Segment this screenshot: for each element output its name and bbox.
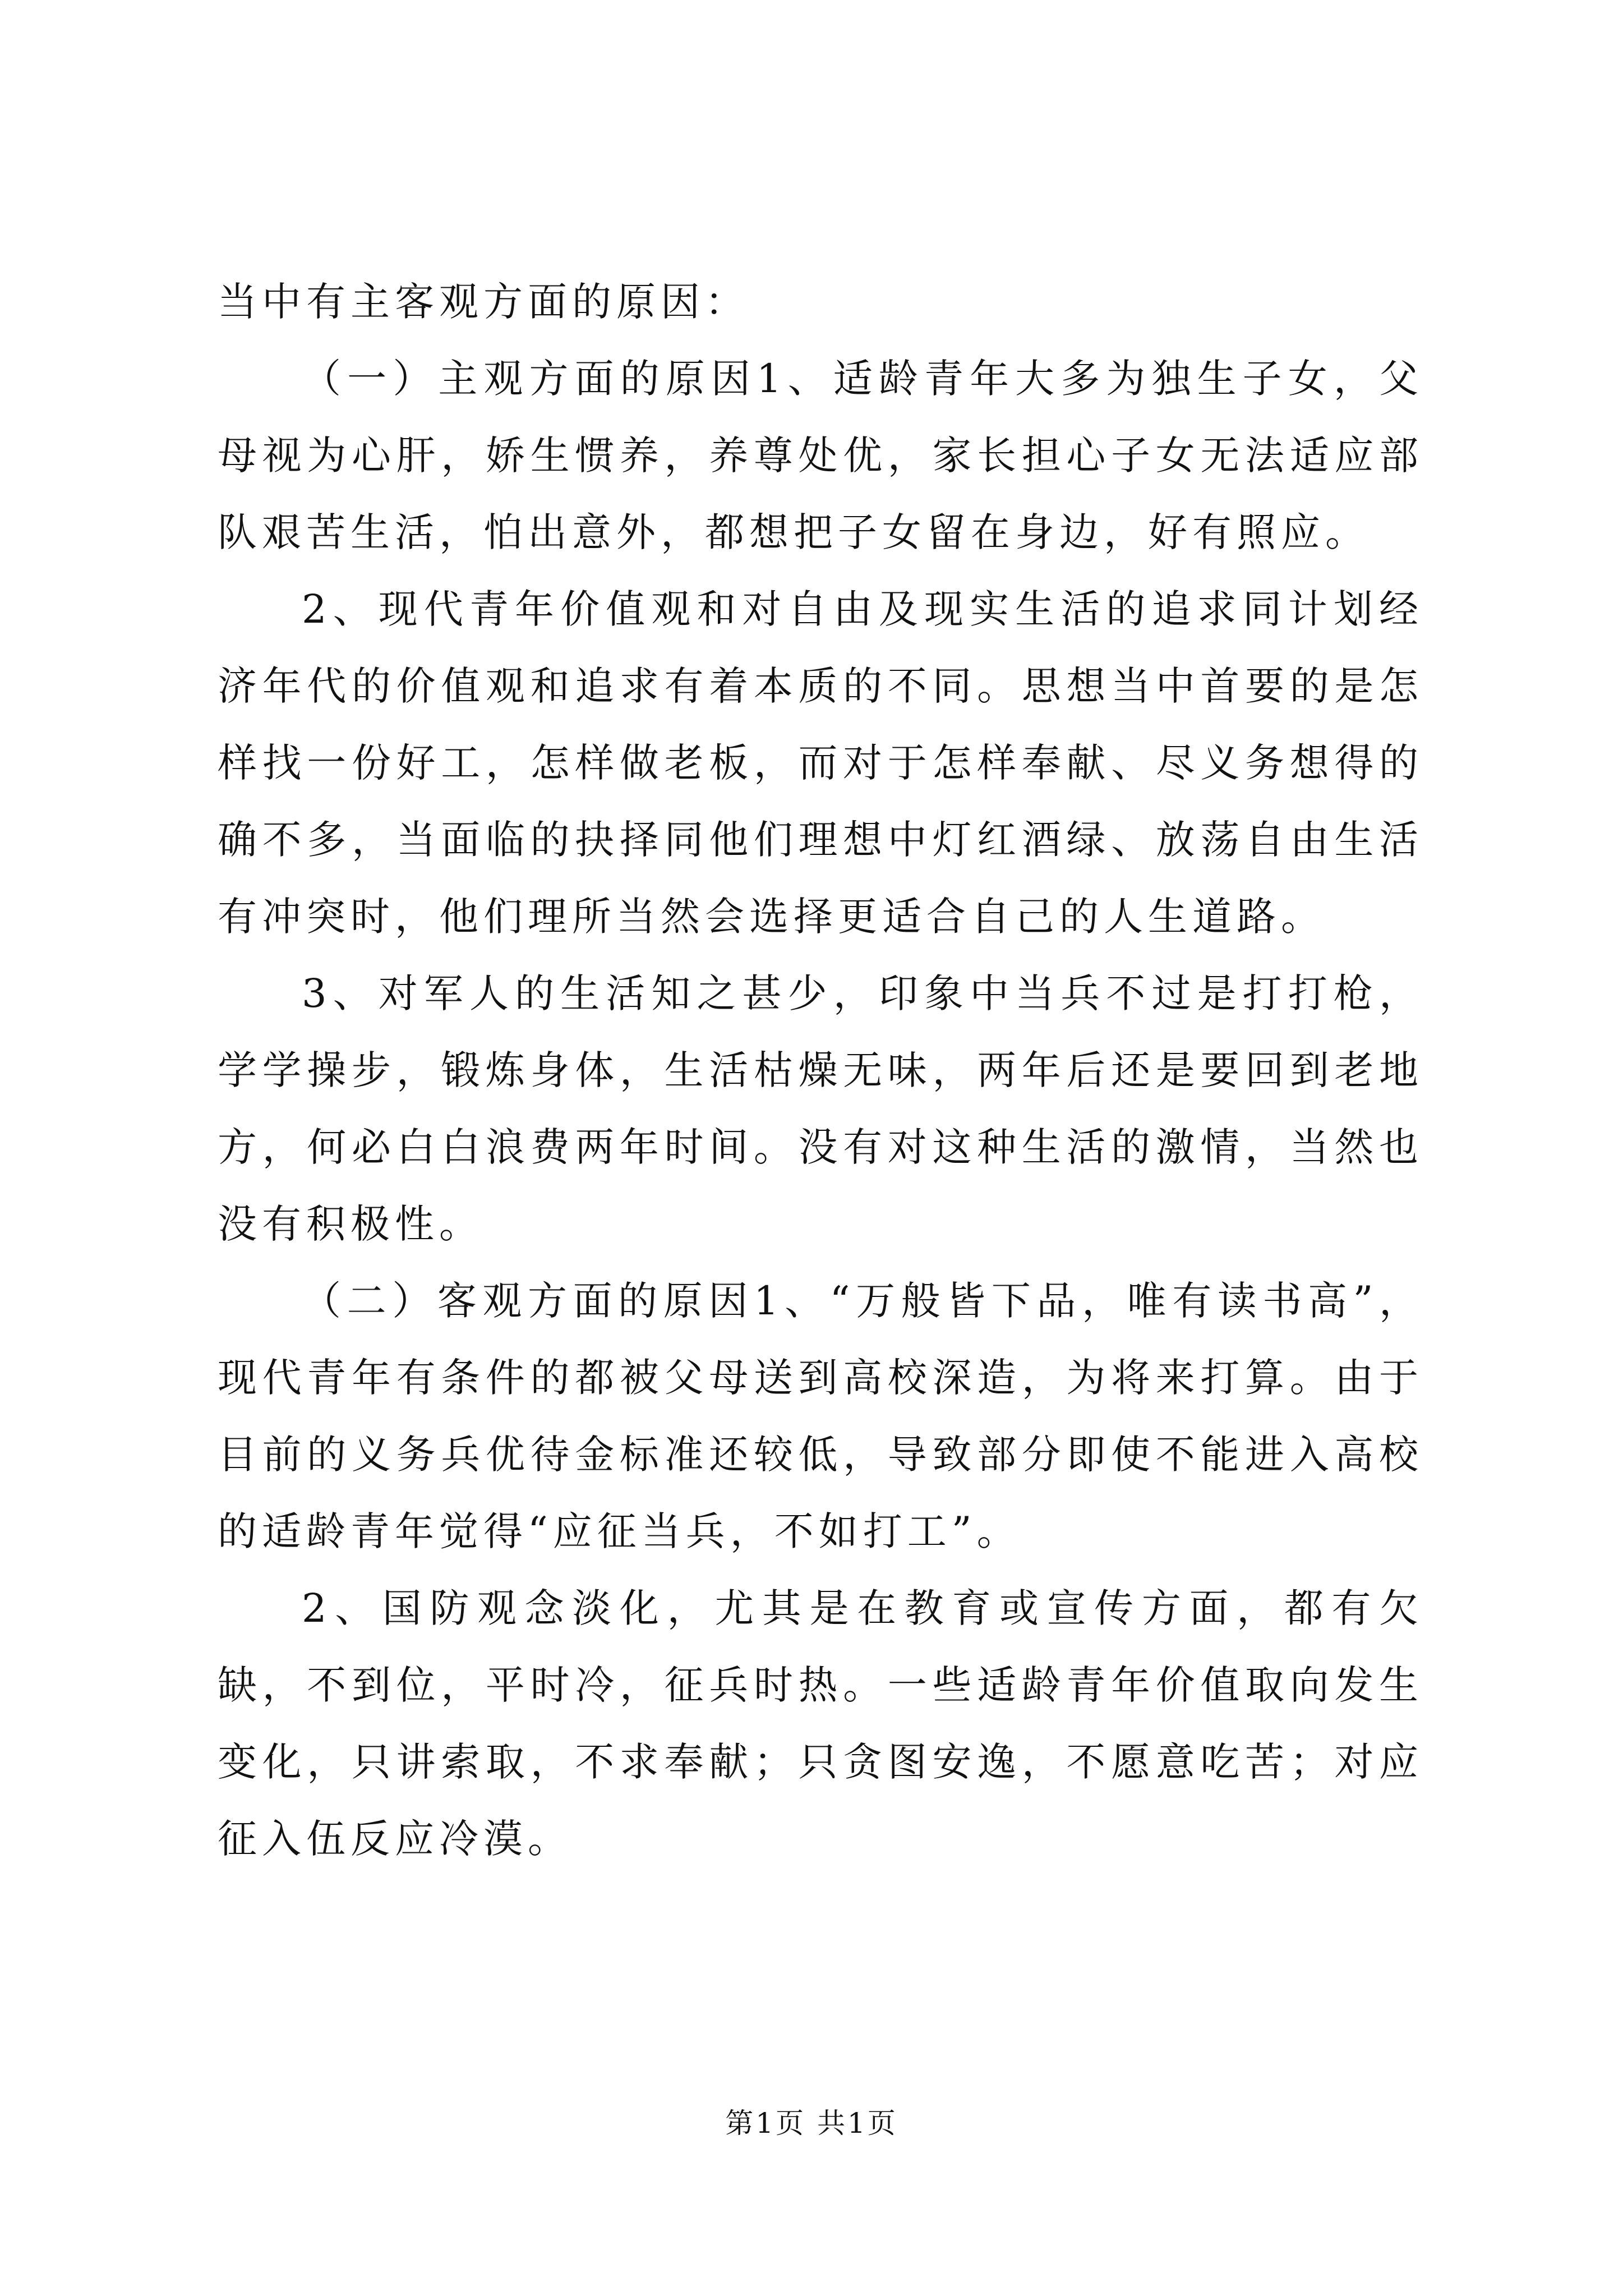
paragraph-subjective-2: 2、现代青年价值观和对自由及现实生活的追求同计划经济年代的价值观和追求有着本质的不同。思想当中首要的是怎样找一份好工，怎样做老板，而对于怎样奉献、尽义务想得的确不多，当面临的抉择同他们理想中灯红酒绿、放荡自由生活有冲突时，他们理所当然会选择更适合自己的人生道路。	[218, 586, 1423, 940]
paragraph-subjective-1: （一）主观方面的原因1、适龄青年大多为独生子女，父母视为心肝，娇生惯养，养尊处优，家长担心子女无法适应部队艰苦生活，怕出意外，都想把子女留在身边，好有照应。	[218, 356, 1423, 555]
paragraph-objective-1: （二）客观方面的原因1、“万般皆下品，唯有读书高”，现代青年有条件的都被父母送到高校深造，为将来打算。由于目前的义务兵优待金标准还较低，导致部分即使不能进入高校的适龄青年觉得“应征当兵，不如打工”。	[218, 1278, 1423, 1554]
document-body	[218, 264, 1423, 1878]
paragraph-intro: 当中有主客观方面的原因：	[218, 279, 749, 325]
paragraph-subjective-3: 3、对军人的生活知之甚少，印象中当兵不过是打打枪，学学操步，锻炼身体，生活枯燥无味，两年后还是要回到老地方，何必白白浪费两年时间。没有对这种生活的激情，当然也没有积极性。	[218, 970, 1423, 1247]
page-footer: 第1页 共1页	[725, 2107, 898, 2139]
paragraph-objective-2: 2、国防观念淡化，尤其是在教育或宣传方面，都有欠缺，不到位，平时冷，征兵时热。一些适龄青年价值取向发生变化，只讲索取，不求奉献；只贪图安逸，不愿意吃苦；对应征入伍反应冷漠。	[218, 1585, 1423, 1862]
